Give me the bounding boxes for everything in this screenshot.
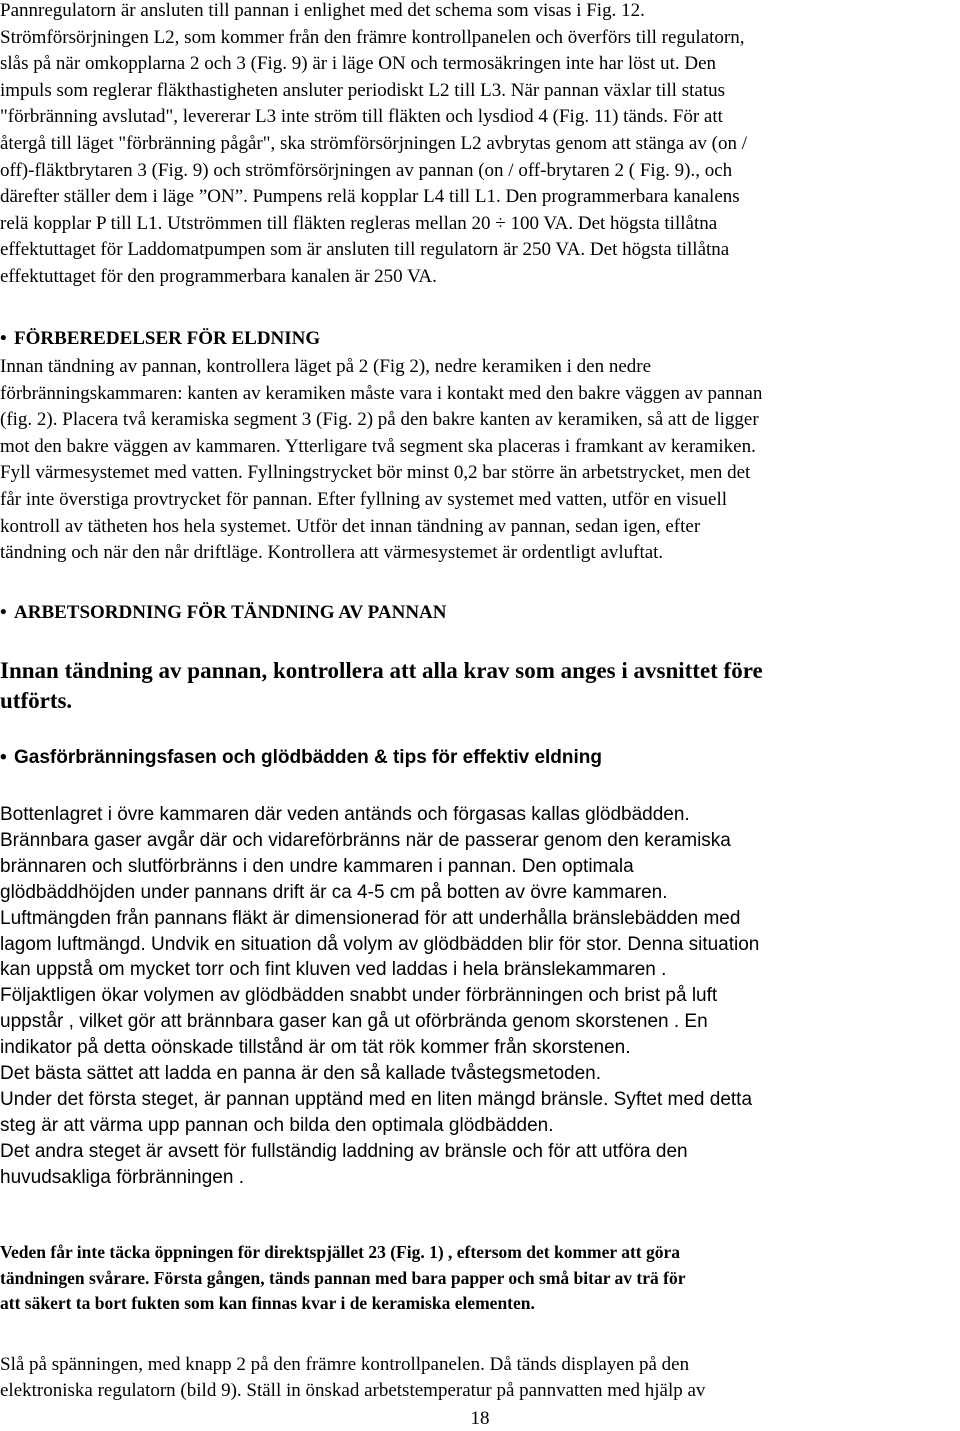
text-line: därefter ställer dem i läge ”ON”. Pumpens relä kopplar L4 till L1. Den programmerbara kanalens [0, 186, 740, 208]
text-line: indikator på detta oönskade tillstånd är om tät rök kommer från skorstenen. [0, 1037, 631, 1059]
page-number: 18 [470, 1408, 490, 1429]
text-line: elektroniska regulatorn (bild 9). Ställ in önskad arbetstemperatur på pannvatten med hjälp av [0, 1380, 706, 1401]
text-line: Slå på spänningen, med knapp 2 på den främre kontrollpanelen. Då tänds displayen på den [0, 1354, 690, 1375]
final-paragraph [0, 1352, 705, 1404]
text-line: lagom luftmängd. Undvik en situation då volym av glödbädden blir för stor. Denna situation [0, 933, 760, 955]
text-line: tändningen svårare. Första gången, tänds pannan med bara papper och små bitar av trä för [0, 1267, 686, 1288]
text-line: Innan tändning av pannan, kontrollera att alla krav som anges i avsnittet före [0, 658, 763, 683]
bullet-icon: • [0, 328, 7, 349]
bullet-icon: • [0, 602, 7, 623]
text-line: förbränningskammaren: kanten av keramiken måste vara i kontakt med den bakre väggen av pannan [0, 382, 763, 404]
text-line: Fyll värmesystemet med vatten. Fyllningstrycket bör minst 0,2 bar större än arbetstrycket, men det [0, 462, 751, 484]
text-line: tändning och när den når driftläge. Kontrollera att värmesystemet är ordentligt avluftat. [0, 542, 664, 564]
text-line: återgå till läget "förbränning pågår", ska strömförsörjningen L2 avbrytas genom att stänga av (on / [0, 132, 747, 154]
text-line: Följaktligen ökar volymen av glödbädden snabbt under förbränningen och brist på luft [0, 985, 718, 1007]
heading-text: Gasförbränningsfasen och glödbädden & tips för effektiv eldning [14, 747, 602, 768]
text-line: Under det första steget, är pannan upptänd med en liten mängd bränsle. Syftet med detta [0, 1088, 753, 1110]
text-line: Bottenlagret i övre kammaren där veden antänds och förgasas kallas glödbädden. [0, 804, 690, 825]
text-line: Det bästa sättet att ladda en panna är den så kallade tvåstegsmetoden. [0, 1063, 602, 1085]
text-line: off)-fläktbrytaren 3 (Fig. 9) och strömförsörjningen av pannan (on / off-brytaren 2 ( Fig. 9)., och [0, 159, 733, 181]
gas-phase-paragraph [0, 802, 759, 1191]
text-line: slås på när omkopplarna 2 och 3 (Fig. 9) är i läge ON och termosäkringen inte har löst ut. Den [0, 53, 717, 75]
text-line: får inte överstiga provtrycket för pannan. Efter fyllning av systemet med vatten, utför en visuell [0, 488, 728, 510]
bold-notice-large [0, 656, 763, 716]
preparation-paragraph [0, 354, 762, 567]
section-heading-gas [0, 747, 602, 769]
text-line: Brännbara gaser avgår där och vidareförbränns när de passerar genom den keramiska [0, 829, 731, 851]
text-line: kontroll av tätheten hos hela systemet. Utför det innan tändning av pannan, sedan igen, efter [0, 515, 701, 537]
text-line: kan uppstå om mycket torr och fint kluven ved laddas i hela bränslekammaren . [0, 959, 667, 981]
text-line: Det andra steget är avsett för fullständig laddning av bränsle och för att utföra den [0, 1140, 688, 1162]
text-line: steg är att värma upp pannan och bilda den optimala glödbädden. [0, 1114, 554, 1136]
section-heading-preparation [0, 327, 320, 351]
text-line: Pannregulatorn är ansluten till pannan i enlighet med det schema som visas i Fig. 12. [0, 0, 645, 21]
text-line: effektuttaget för Laddomatpumpen som är ansluten till regulatorn är 250 VA. Det högsta tillåtna [0, 239, 730, 261]
text-line: uppstår , vilket gör att brännbara gaser kan gå ut oförbrända genom skorstenen . En [0, 1011, 708, 1033]
text-line: "förbränning avslutad", levererar L3 inte ström till fläkten och lysdiod 4 (Fig. 11) tänds. För att [0, 106, 723, 128]
text-line: mot den bakre väggen av kammaren. Ytterligare två segment ska placeras i framkant av keramiken. [0, 435, 756, 457]
bold-notice [0, 1240, 685, 1317]
text-line: att säkert ta bort fukten som kan finnas kvar i de keramiska elementen. [0, 1293, 535, 1313]
text-line: Veden får inte täcka öppningen för direktspjället 23 (Fig. 1) , eftersom det kommer att göra [0, 1242, 680, 1262]
intro-paragraph [0, 0, 747, 291]
bullet-icon: • [0, 747, 7, 768]
text-line: Strömförsörjningen L2, som kommer från den främre kontrollpanelen och överförs till regulatorn, [0, 26, 745, 48]
text-line: relä kopplar P till L1. Utströmmen till fläkten regleras mellan 20 ÷ 100 VA. Det högsta tillåtna [0, 212, 718, 234]
heading-text: ARBETSORDNING FÖR TÄNDNING AV PANNAN [14, 602, 447, 623]
heading-text: FÖRBEREDELSER FÖR ELDNING [14, 328, 321, 349]
text-line: utförts. [0, 688, 73, 713]
text-line: glödbäddhöjden under pannans drift är ca 4-5 cm på botten av övre kammaren. [0, 881, 668, 903]
text-line: effektuttaget för den programmerbara kanalen är 250 VA. [0, 265, 437, 287]
text-line: Luftmängden från pannans fläkt är dimensionerad för att underhålla bränslebädden med [0, 907, 741, 929]
text-line: brännaren och slutförbränns i den undre kammaren i pannan. Den optimala [0, 855, 634, 877]
text-line: impuls som reglerar fläkthastigheten ansluter periodiskt L2 till L3. När pannan växlar till status [0, 79, 725, 101]
text-line: (fig. 2). Placera två keramiska segment 3 (Fig. 2) på den bakre kanten av keramiken, så att de ligger [0, 409, 759, 431]
section-heading-order [0, 601, 446, 625]
text-line: Innan tändning av pannan, kontrollera läget på 2 (Fig 2), nedre keramiken i den nedre [0, 356, 652, 377]
text-line: huvudsakliga förbränningen . [0, 1166, 245, 1188]
